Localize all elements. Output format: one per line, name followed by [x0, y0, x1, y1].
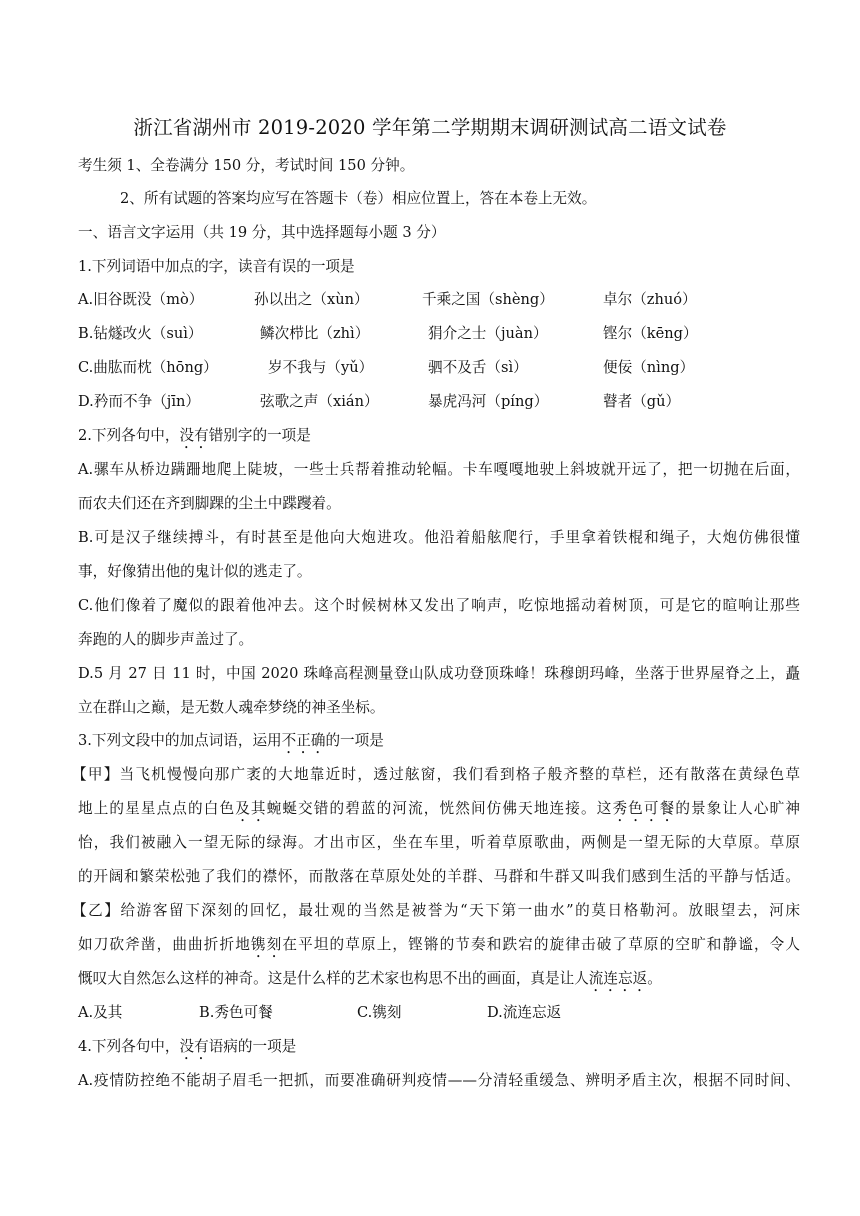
- passage-text: 地上的星星点点的白色: [78, 800, 236, 817]
- passage-line-3: 怡，我们被融入一望无际的绿海。才出市区，坐在车里，听着草原歌曲，两侧是一望无际的大草原。草原: [78, 834, 800, 851]
- question-1-stem: 1.下列词语中加点的字，读音有误的一项是: [78, 258, 355, 275]
- option-cell: 暴虎冯河（píng）: [428, 393, 549, 410]
- stem-text: 2.下列各句中，: [78, 427, 180, 444]
- passage-line-1: 【甲】当飞机慢慢向那广袤的大地靠近时，透过舷窗，我们看到格子般齐整的草栏，还有散落在黄绿色草: [72, 766, 800, 783]
- option-cell: A.旧谷既没（mò）: [78, 291, 204, 308]
- option-cell: 弦歌之声（xián）: [260, 393, 379, 410]
- passage-line-4: 的开阔和繁荣松弛了我们的襟怀，而散落在草原处处的羊群、马群和牛群又叫我们感到生活的平静与恬适。: [78, 868, 800, 885]
- question-2-stem: [78, 426, 800, 452]
- option-cell: 卓尔（zhuó）: [603, 291, 697, 308]
- dotted-word: 及其: [235, 800, 267, 817]
- passage-line-5: 【乙】给游客留下深刻的回忆，最壮观的当然是被誉为“天下第一曲水”的莫日格勒河。放眼望去，河床: [72, 902, 800, 919]
- stem-text: 的一项是: [325, 732, 384, 749]
- dotted-keyword: 没有: [179, 1038, 209, 1055]
- passage-text: 蜿蜒交错的碧蓝的河流，恍然间仿佛天地连接。这: [266, 800, 613, 817]
- stem-text: 3.下列文段中的加点词语，运用: [78, 732, 282, 749]
- dotted-word: 秀色可餐: [612, 800, 676, 817]
- option-a: A.及其: [78, 1004, 123, 1021]
- passage-text: 如刀砍斧凿，曲曲折折地: [78, 936, 251, 953]
- passage-line-2: [78, 799, 800, 825]
- question-2-option-c-line-1: C.他们像着了魔似的跟着他冲去。这个时候树林又发出了响声，吃惊地摇动着树顶，可是它的暄响让那些: [78, 597, 800, 614]
- passage-line-7: [78, 969, 800, 995]
- option-cell: 驷不及舌（sì）: [428, 359, 528, 376]
- option-cell: 千乘之国（shèng）: [422, 291, 554, 308]
- passage-text: 的景象让人心旷神: [675, 800, 800, 817]
- passage-text: 慨叹大自然怎么这样的神奇。这是什么样的艺术家也构思不出的画面，真是让人: [78, 970, 589, 987]
- option-c: C.镌刻: [357, 1004, 402, 1021]
- dotted-word: 镌刻: [250, 936, 283, 953]
- question-2-option-a-line-2: 而农夫们还在齐到脚踝的尘土中蹀躞着。: [78, 495, 341, 512]
- question-2-option-b-line-1: B.可是汉子继续搏斗，有时甚至是他向大炮进攻。他沿着船舷爬行，手里拿着铁棍和绳子，大炮仿佛很懂: [78, 529, 800, 546]
- option-cell: D.矜而不争（jīn）: [78, 393, 200, 410]
- question-2-option-a-line-1: A.骡车从桥边蹒跚地爬上陡坡，一些士兵帮着推动轮幅。卡车嘎嘎地驶上斜坡就开远了，把一切抛在后面，: [78, 461, 800, 478]
- notice-line-1: 考生须 1、全卷满分 150 分，考试时间 150 分钟。: [78, 157, 415, 174]
- option-d: D.流连忘返: [487, 1004, 562, 1021]
- passage-text: 在平坦的草原上，铿锵的节奏和跌宕的旋律击破了草原的空旷和静谧，令人: [282, 936, 800, 953]
- option-cell: 鳞次栉比（zhì）: [260, 325, 370, 342]
- option-cell: 便佞（nìng）: [603, 359, 695, 376]
- stem-text: 错别字的一项是: [208, 427, 311, 444]
- passage-line-6: [78, 935, 800, 961]
- question-4-stem: [78, 1037, 800, 1063]
- dotted-keyword: 没有: [179, 427, 209, 444]
- section-heading: 一、语言文字运用（共 19 分，其中选择题每小题 3 分）: [78, 224, 446, 241]
- dotted-word: 流连忘返: [588, 970, 648, 987]
- stem-text: 4.下列各句中，: [78, 1038, 180, 1055]
- question-2-option-d-line-1: D.5 月 27 日 11 时，中国 2020 珠峰高程测量登山队成功登顶珠峰！珠穆朗玛峰，坐落于世界屋脊之上，矗: [78, 665, 800, 682]
- option-b: B.秀色可餐: [199, 1004, 273, 1021]
- option-cell: 铿尔（kēng）: [603, 325, 698, 342]
- exam-title: 浙江省湖州市 2019-2020 学年第二学期期末调研测试高二语文试卷: [133, 116, 727, 139]
- question-2-option-d-line-2: 立在群山之巅，是无数人魂牵梦绕的神圣坐标。: [78, 699, 385, 716]
- passage-text: 。: [647, 970, 662, 987]
- option-cell: 狷介之士（juàn）: [428, 325, 548, 342]
- question-2-option-b-line-2: 事，好像猜出他的鬼计似的逃走了。: [78, 563, 312, 580]
- question-4-option-a-line-1: A.疫情防控绝不能胡子眉毛一把抓，而要准确研判疫情——分清轻重缓急、辨明矛盾主次，根据不同时间、: [78, 1072, 800, 1089]
- question-3-stem: [78, 731, 800, 757]
- option-cell: 岁不我与（yǔ）: [268, 359, 374, 376]
- option-cell: 孙以出之（xùn）: [254, 291, 369, 308]
- dotted-keyword: 不正确: [281, 732, 326, 749]
- stem-text: 语病的一项是: [208, 1038, 297, 1055]
- question-2-option-c-line-2: 奔跑的人的脚步声盖过了。: [78, 631, 254, 648]
- option-cell: B.钻燧改火（suì）: [78, 325, 203, 342]
- notice-line-2: 2、所有试题的答案均应写在答题卡（卷）相应位置上，答在本卷上无效。: [120, 190, 597, 207]
- option-cell: C.曲肱而枕（hōng）: [78, 359, 218, 376]
- option-cell: 瞽者（gǔ）: [603, 393, 681, 410]
